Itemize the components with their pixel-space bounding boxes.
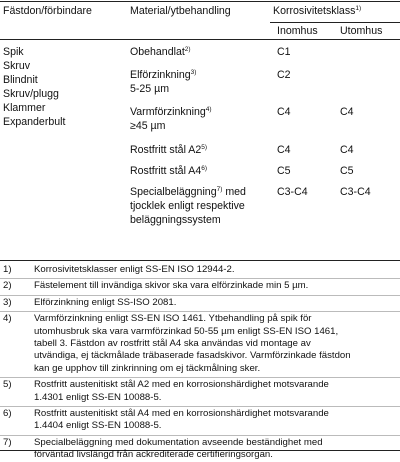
- footnote-line: kan ge upphov till zinkrinning om ej täckmålning sker.: [34, 362, 261, 374]
- header-corrosion-class-label: Korrosivitetsklass: [273, 5, 356, 17]
- material-sup: 7): [216, 186, 223, 193]
- footnote-text: [34, 264, 396, 276]
- class-inomhus: C4: [277, 144, 291, 156]
- header-rule: [0, 39, 400, 40]
- class-inomhus: C5: [277, 165, 291, 177]
- material-cell: [130, 164, 207, 178]
- footnote-line: Rostfritt austenitiskt stål A4 med en korrosionshärdighet motsvarande: [34, 408, 329, 419]
- footnote-text: [34, 379, 396, 404]
- material-extra: 5-25 µm: [130, 83, 170, 95]
- material-label-tail: med: [222, 186, 246, 198]
- fastener-item: Skruv/plugg: [3, 88, 59, 100]
- material-extra: ≥45 µm: [130, 120, 166, 132]
- footnote-number: 6): [3, 408, 12, 419]
- material-label: Elförzinkning: [130, 69, 191, 81]
- fastener-item: Expanderbult: [3, 116, 66, 128]
- material-label: Varmförzinkning: [130, 106, 206, 118]
- class-utomhus: C4: [340, 144, 354, 156]
- material-label: Rostfritt stål A4: [130, 165, 202, 177]
- header-corrosion-class: [273, 4, 361, 18]
- footnote-number: 5): [3, 379, 12, 391]
- header-fastener: Fästdon/förbindare: [3, 5, 92, 17]
- group-underline: [270, 22, 400, 23]
- material-label: Rostfritt stål A2: [130, 144, 202, 156]
- footnote-text: [34, 313, 396, 375]
- material-cell: [130, 185, 246, 199]
- material-cell: [130, 105, 212, 119]
- footnote-line: 1.4301 enligt SS-EN 10088-5.: [34, 391, 162, 403]
- footnote-line: Specialbeläggning med dokumentation avseende beständighet med: [34, 436, 323, 448]
- footnote-line: Fästelement till invändiga skivor ska vara elförzinkade min 5 µm.: [34, 280, 309, 292]
- footnote-line: 1.4404 enligt SS-EN 10088-5.: [34, 420, 162, 432]
- material-extra: tjocklek enligt respektive: [130, 200, 245, 212]
- header-inomhus: Inomhus: [277, 25, 318, 37]
- class-utomhus: C5: [340, 165, 354, 177]
- footnote-number: 1): [3, 264, 12, 275]
- material-cell: [130, 45, 191, 59]
- footnote-divider: [0, 295, 400, 296]
- footnote-divider: [0, 311, 400, 312]
- footnote-line: tabell 3. Fästdon av rostfritt stål A4 ska användas vid montage av: [34, 338, 311, 349]
- header-utomhus: Utomhus: [340, 25, 383, 37]
- footnote-number: 3): [3, 296, 12, 308]
- class-utomhus: C3-C4: [340, 186, 371, 198]
- footnote-divider: [0, 278, 400, 279]
- footnote-text: [34, 408, 396, 433]
- footnote-divider: [0, 377, 400, 378]
- footnote-number: 2): [3, 280, 12, 292]
- footnote-line: förväntad livslängd från ackrediterade certifieringsorgan.: [34, 449, 273, 461]
- fastener-item: Klammer: [3, 102, 46, 114]
- material-sup: 2): [184, 46, 191, 53]
- material-sup: 6): [201, 165, 208, 172]
- footnote-text: [34, 437, 396, 462]
- footnote-divider: [0, 406, 400, 407]
- material-sup: 3): [190, 69, 197, 76]
- header-corrosion-class-sup: 1): [355, 5, 362, 12]
- footnote-text: [34, 280, 396, 292]
- footnote-divider: [0, 435, 400, 436]
- material-sup: 4): [205, 106, 212, 113]
- material-extra: beläggningssystem: [130, 214, 221, 226]
- class-utomhus: C4: [340, 106, 354, 118]
- fastener-item: Skruv: [3, 60, 31, 72]
- footnote-line: utomhusbruk ska vara varmförzinkad 50-55 µm enligt SS-EN ISO 1461,: [34, 325, 339, 337]
- fastener-list: [3, 45, 65, 129]
- footnote-line: Elförzinkning enligt SS-ISO 2081.: [34, 296, 177, 308]
- class-inomhus: C3-C4: [277, 186, 308, 198]
- class-inomhus: C1: [277, 46, 291, 58]
- class-inomhus: C2: [277, 69, 291, 81]
- material-cell: [130, 68, 196, 82]
- footnote-text: [34, 297, 396, 309]
- material-label: Specialbeläggning: [130, 186, 217, 198]
- fastener-item: Spik: [3, 46, 24, 58]
- top-rule: [0, 1, 400, 2]
- fastener-item: Blindnit: [3, 74, 38, 86]
- footnote-number: 4): [3, 313, 12, 325]
- material-sup: 5): [201, 144, 208, 151]
- header-material: Material/ytbehandling: [130, 5, 231, 17]
- class-inomhus: C4: [277, 106, 291, 118]
- footnote-line: Rostfritt austenitiskt stål A2 med en korrosionshärdighet motsvarande: [34, 379, 329, 391]
- body-bottom-rule: [0, 260, 400, 261]
- material-label: Obehandlat: [130, 46, 185, 58]
- footnote-line: utvändiga, ej täckmålade träbaserade fasadskivor. Varmförzinkade fästdon: [34, 350, 351, 362]
- footnote-line: Korrosivitetsklasser enligt SS-EN ISO 12944-2.: [34, 264, 235, 275]
- footnote-line: Varmförzinkning enligt SS-EN ISO 1461. Ytbehandling på spik för: [34, 313, 312, 325]
- material-cell: [130, 143, 207, 157]
- footnote-number: 7): [3, 436, 12, 448]
